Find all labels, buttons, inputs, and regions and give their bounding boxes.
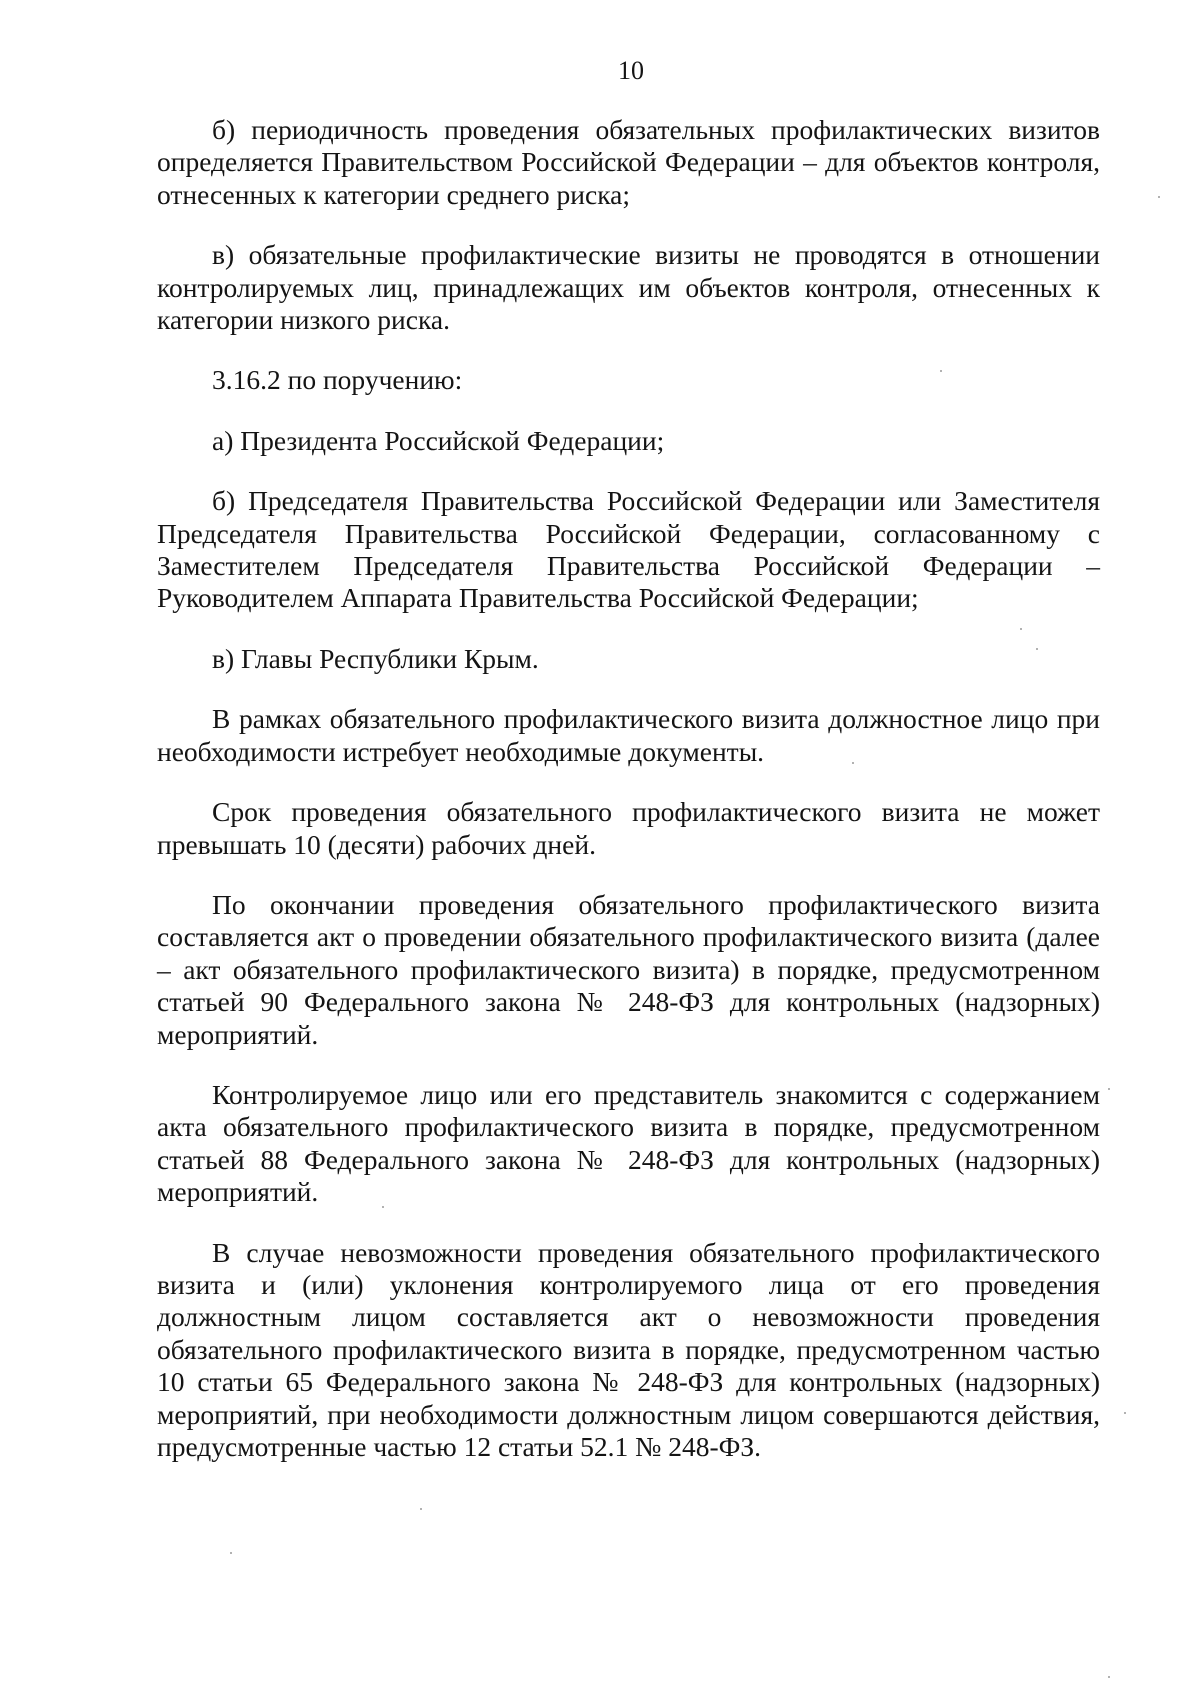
paragraph-visit-act: По окончании проведения обязательного профилактического визита составляется акт о проведении обязательного профилактического визита (далее – акт обязательного профилактического визита) в порядке, предусмотренном статьей 90 Федерального закона № 248-ФЗ для контрольных (надзорных) мероприятий. [157,888,1100,1050]
scan-speck [230,1552,232,1554]
paragraph-documents-request: В рамках обязательного профилактического визита должностное лицо при необходимости истребует необходимые документы. [157,703,1100,767]
page-number: 10 [618,56,644,85]
paragraph-item-v-low-risk: в) обязательные профилактические визиты не проводятся в отношении контролируемых лиц, принадлежащих им объектов контроля, отнесенных к категории низкого риска. [157,239,1100,336]
scan-speck [1108,1088,1110,1090]
paragraph-item-a-president: а) Президента Российской Федерации; [212,424,665,456]
scan-speck [1108,1676,1110,1678]
paragraph-item-v-crimea-head: в) Главы Республики Крым. [212,642,539,674]
paragraph-section-3-16-2: 3.16.2 по поручению: [212,364,463,396]
scan-speck [1036,648,1038,650]
paragraph-act-familiarization: Контролируемое лицо или его представитель знакомится с содержанием акта обязательного профилактического визита в порядке, предусмотренном статьей 88 Федерального закона № 248-ФЗ для контрольных (надзорных) мероприятий. [157,1078,1100,1208]
paragraph-item-b-chairman: б) Председателя Правительства Российской Федерации или Заместителя Председателя Правительства Российской Федерации, согласованному с Заместителем Председателя Правительства Российской Федерации – Руководителем Аппарата Правительства Российской Федерации; [157,485,1100,614]
scan-speck [382,1206,384,1208]
scan-speck [1158,196,1160,198]
paragraph-visit-duration: Срок проведения обязательного профилактического визита не может превышать 10 (десяти) рабочих дней. [157,796,1100,860]
scan-speck [852,762,854,764]
scan-speck [420,1508,422,1510]
document-body [157,114,1100,1463]
scan-speck [1124,1412,1126,1414]
paragraph-impossibility-act: В случае невозможности проведения обязательного профилактического визита и (или) уклонения контролируемого лица от его проведения должностным лицом составляется акт о невозможности проведения обязательного профилактического визита в порядке, предусмотренном частью 10 статьи 65 Федерального закона № 248-ФЗ для контрольных (надзорных) мероприятий, при необходимости должностным лицом совершаются действия, предусмотренные частью 12 статьи 52.1 № 248-ФЗ. [157,1236,1100,1462]
scan-speck [1020,628,1022,630]
scan-speck [940,370,942,372]
paragraph-item-b-frequency: б) периодичность проведения обязательных профилактических визитов определяется Правительством Российской Федерации – для объектов контроля, отнесенных к категории среднего риска; [157,114,1100,210]
